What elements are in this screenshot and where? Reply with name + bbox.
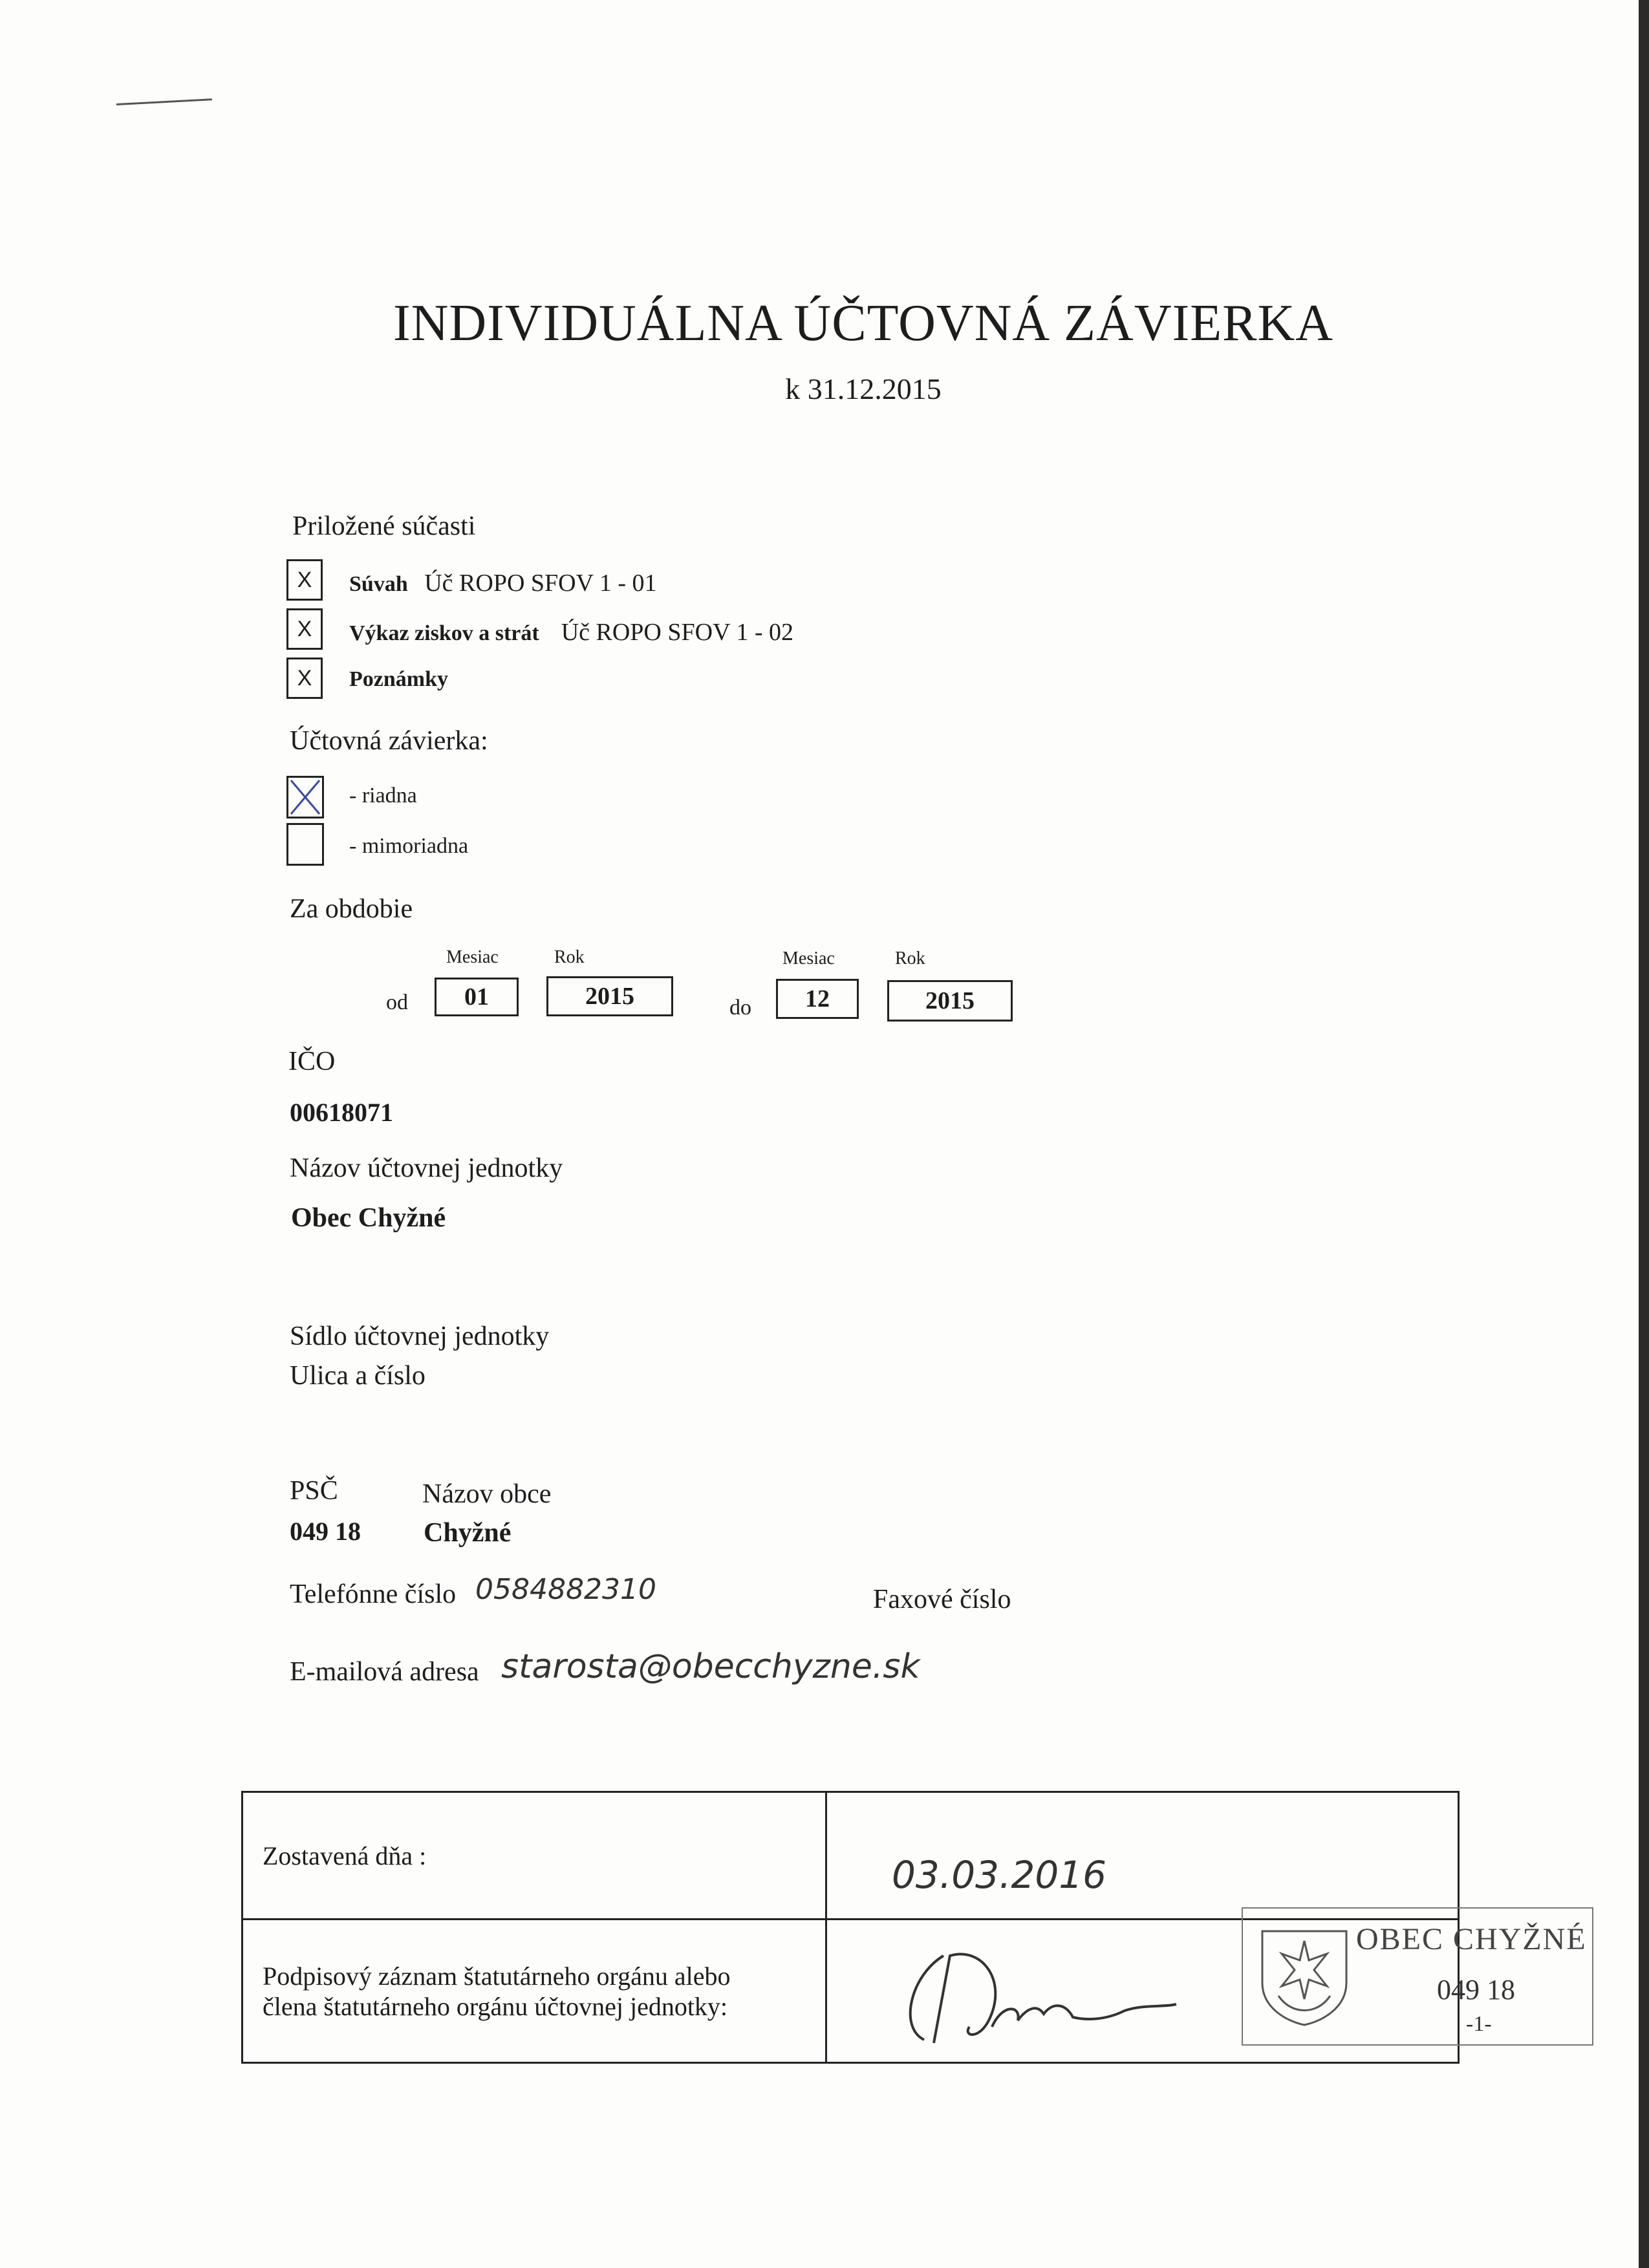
attachment-2-code: Úč ROPO SFOV 1 - 02: [561, 619, 793, 646]
stamp-psc: 049 18: [1437, 1974, 1515, 2006]
to-year-label: Rok: [895, 948, 925, 968]
ico-label: IČO: [288, 1047, 336, 1076]
statement-regular-label: - riadna: [349, 784, 417, 808]
psc-value: 049 18: [290, 1517, 361, 1546]
to-month-label: Mesiac: [782, 948, 835, 968]
from-label: od: [386, 990, 408, 1014]
period-heading: Za obdobie: [290, 894, 413, 924]
town-value: Chyžné: [424, 1518, 512, 1548]
document-date: k 31.12.2015: [785, 372, 942, 405]
attachment-2-label: Výkaz ziskov a strát: [349, 621, 539, 645]
phone-label: Telefónne číslo: [290, 1579, 457, 1609]
statement-extraordinary-label: - mimoriadna: [349, 834, 469, 858]
attachment-3-checkbox[interactable]: X: [286, 658, 323, 699]
cross-mark-icon: [288, 778, 322, 817]
fax-label: Faxové číslo: [873, 1585, 1011, 1614]
compiled-label: Zostavená dňa :: [242, 1792, 826, 1920]
email-label: E-mailová adresa: [290, 1657, 479, 1687]
attachment-2-checkbox[interactable]: X: [286, 608, 323, 650]
statement-type-heading: Účtovná závierka:: [290, 726, 488, 756]
from-month-field[interactable]: 01: [435, 978, 519, 1016]
from-year-field[interactable]: 2015: [546, 976, 673, 1016]
attachment-1: [349, 569, 657, 597]
signature-label-cell: [242, 1920, 826, 2063]
to-year-field[interactable]: 2015: [887, 980, 1013, 1022]
phone-value: 0584882310: [475, 1573, 656, 1606]
to-label: do: [729, 996, 751, 1020]
document-title: INDIVIDUÁLNA ÚČTOVNÁ ZÁVIERKA: [393, 295, 1334, 352]
signature-label-line1: Podpisový záznam štatutárneho orgánu alebo: [263, 1961, 731, 1991]
statement-regular-checkbox[interactable]: [286, 776, 324, 818]
email-value: starosta@obecchyzne.sk: [501, 1647, 920, 1686]
town-label: Názov obce: [422, 1479, 552, 1509]
attachment-2: [349, 618, 793, 647]
seat-label: Sídlo účtovnej jednotky: [290, 1321, 550, 1351]
ico-value: 00618071: [290, 1098, 393, 1127]
signature-icon: [872, 1930, 1209, 2053]
statement-extraordinary-checkbox[interactable]: [286, 823, 324, 866]
official-stamp: [1242, 1907, 1593, 2046]
stamp-title: OBEC CHYŽNÉ: [1356, 1922, 1587, 1956]
signature-label-line2: člena štatutárneho orgánu účtovnej jednotky:: [263, 1991, 728, 2021]
scan-mark: [116, 98, 212, 105]
entity-name-label: Názov účtovnej jednotky: [290, 1153, 563, 1183]
street-label: Ulica a číslo: [290, 1361, 426, 1391]
from-month-label: Mesiac: [446, 947, 499, 967]
psc-label: PSČ: [290, 1476, 338, 1506]
attachment-1-checkbox[interactable]: X: [286, 559, 323, 601]
to-month-field[interactable]: 12: [776, 979, 859, 1019]
entity-name-value: Obec Chyžné: [291, 1203, 446, 1233]
attachment-3-label: Poznámky: [349, 667, 448, 691]
attachment-1-code: Úč ROPO SFOV 1 - 01: [424, 570, 657, 597]
coat-of-arms-icon: [1256, 1925, 1353, 2028]
attachment-1-label: Súvah: [349, 572, 408, 596]
compiled-date: 03.03.2016: [892, 1853, 1107, 1897]
attachments-heading: Priložené súčasti: [292, 511, 476, 541]
from-year-label: Rok: [554, 947, 585, 967]
page-number: -1-: [1466, 2012, 1492, 2036]
compiled-date-cell: [826, 1792, 1459, 1920]
